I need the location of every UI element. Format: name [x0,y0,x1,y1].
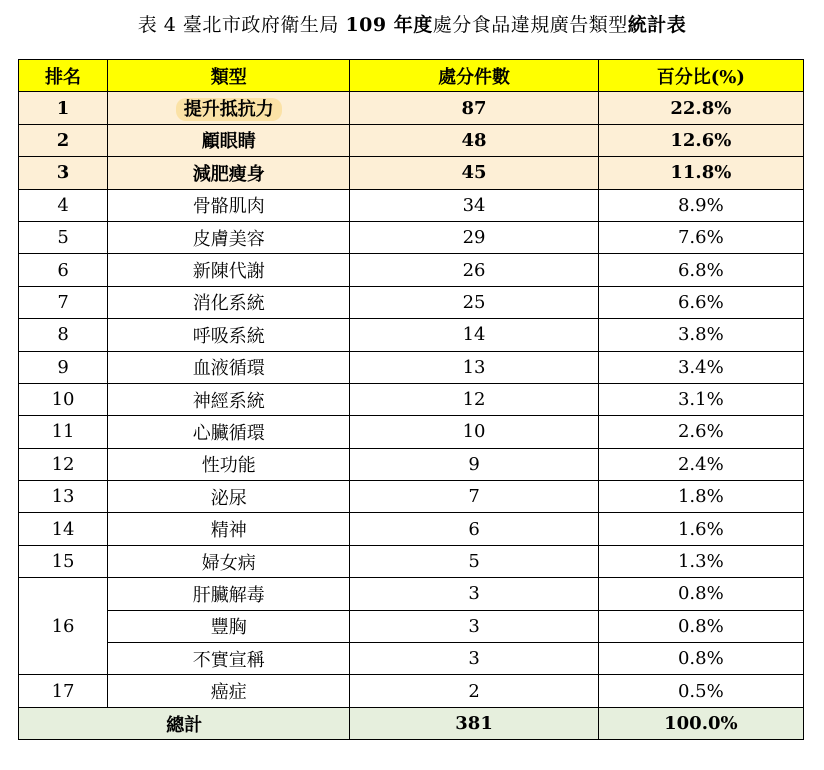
count-cell: 7 [350,481,598,513]
percent-cell: 3.8% [598,319,803,351]
type-cell: 癌症 [108,675,350,707]
type-cell: 精神 [108,513,350,545]
rank-cell: 9 [19,351,108,383]
percent-cell: 22.8% [598,92,803,124]
count-cell: 6 [350,513,598,545]
rank-cell: 14 [19,513,108,545]
type-cell: 減肥瘦身 [108,157,350,189]
percent-cell: 6.8% [598,254,803,286]
percent-cell: 0.8% [598,578,803,610]
table-row [19,675,804,707]
table-row [19,416,804,448]
count-cell: 12 [350,383,598,415]
table-row [19,254,804,286]
count-cell: 48 [350,124,598,156]
rank-cell: 2 [19,124,108,156]
title-year: 109 年度 [345,14,433,36]
type-cell: 皮膚美容 [108,221,350,253]
percent-cell: 1.3% [598,545,803,577]
percent-cell: 1.8% [598,481,803,513]
title-part2: 處分食品違規廣告類型 [432,14,628,36]
count-cell: 14 [350,319,598,351]
type-cell: 顧眼睛 [108,124,350,156]
rank-cell: 6 [19,254,108,286]
table-row [19,221,804,253]
percent-cell: 1.6% [598,513,803,545]
count-cell: 9 [350,448,598,480]
rank-cell: 5 [19,221,108,253]
table-row [19,124,804,156]
type-cell [108,92,350,124]
table-row [19,351,804,383]
table-row [19,513,804,545]
table-row [19,286,804,318]
table-title [0,12,824,38]
type-cell: 婦女病 [108,545,350,577]
percent-cell: 6.6% [598,286,803,318]
table-row [19,610,804,642]
total-row [19,707,804,739]
total-percent: 100.0% [598,707,803,739]
table-row [19,481,804,513]
table-row [19,448,804,480]
title-part1: 表 4 臺北市政府衛生局 [137,14,346,36]
type-cell: 血液循環 [108,351,350,383]
percent-cell: 0.5% [598,675,803,707]
type-cell: 新陳代謝 [108,254,350,286]
percent-cell: 7.6% [598,221,803,253]
percent-cell: 3.1% [598,383,803,415]
count-cell: 87 [350,92,598,124]
count-cell: 3 [350,578,598,610]
type-cell: 肝臟解毒 [108,578,350,610]
title-part3: 統計表 [627,14,687,36]
type-cell: 泌尿 [108,481,350,513]
count-cell: 10 [350,416,598,448]
percent-cell: 0.8% [598,610,803,642]
table-row [19,643,804,675]
count-cell: 29 [350,221,598,253]
count-cell: 34 [350,189,598,221]
rank-cell: 7 [19,286,108,318]
rank-cell: 8 [19,319,108,351]
header-type: 類型 [108,60,350,92]
rank-cell: 12 [19,448,108,480]
table-row [19,383,804,415]
rank-cell: 10 [19,383,108,415]
type-cell: 呼吸系統 [108,319,350,351]
rank-cell: 16 [19,578,108,675]
table-row [19,157,804,189]
header-count: 處分件數 [350,60,598,92]
total-label: 總計 [19,707,350,739]
highlighted-type: 提升抵抗力 [176,98,282,121]
percent-cell: 2.6% [598,416,803,448]
count-cell: 5 [350,545,598,577]
header-rank: 排名 [19,60,108,92]
table-row [19,189,804,221]
count-cell: 13 [350,351,598,383]
rank-cell: 11 [19,416,108,448]
count-cell: 25 [350,286,598,318]
rank-cell: 15 [19,545,108,577]
rank-cell: 17 [19,675,108,707]
type-cell: 豐胸 [108,610,350,642]
count-cell: 3 [350,610,598,642]
count-cell: 45 [350,157,598,189]
count-cell: 3 [350,643,598,675]
percent-cell: 2.4% [598,448,803,480]
type-cell: 不實宣稱 [108,643,350,675]
percent-cell: 12.6% [598,124,803,156]
type-cell: 神經系統 [108,383,350,415]
percent-cell: 8.9% [598,189,803,221]
table-row [19,92,804,124]
table-row [19,578,804,610]
rank-cell: 4 [19,189,108,221]
type-cell: 骨骼肌肉 [108,189,350,221]
header-row [19,60,804,92]
type-cell: 消化系統 [108,286,350,318]
type-cell: 心臟循環 [108,416,350,448]
percent-cell: 3.4% [598,351,803,383]
table-row [19,319,804,351]
total-count: 381 [350,707,598,739]
violation-stats-table [18,59,804,740]
rank-cell: 13 [19,481,108,513]
count-cell: 26 [350,254,598,286]
percent-cell: 11.8% [598,157,803,189]
header-percent: 百分比(%) [598,60,803,92]
rank-cell: 3 [19,157,108,189]
percent-cell: 0.8% [598,643,803,675]
count-cell: 2 [350,675,598,707]
rank-cell: 1 [19,92,108,124]
type-cell: 性功能 [108,448,350,480]
table-row [19,545,804,577]
